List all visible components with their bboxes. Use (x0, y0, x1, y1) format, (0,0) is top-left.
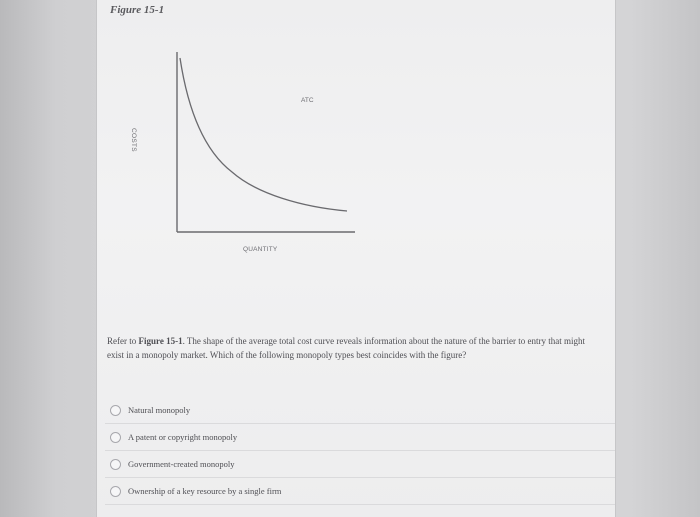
question-text (107, 334, 593, 362)
option-label: A patent or copyright monopoly (128, 432, 238, 442)
radio-button[interactable] (110, 486, 121, 497)
option-label: Government-created monopoly (128, 459, 235, 469)
atc-chart (127, 44, 367, 264)
radio-button[interactable] (110, 459, 121, 470)
option-government-created[interactable] (105, 451, 615, 478)
question-body: . The shape of the average total cost curve reveals information about the nature of the barrier to entry that might exist in a monopoly market. Which of the following monopoly types best coincides with the figure? (107, 336, 586, 360)
answer-options (105, 397, 615, 505)
question-prefix: Refer to (107, 336, 139, 346)
atc-curve (180, 58, 347, 211)
radio-button[interactable] (110, 432, 121, 443)
x-axis-label: QUANTITY (243, 246, 278, 253)
radio-button[interactable] (110, 405, 121, 416)
option-label: Natural monopoly (128, 405, 191, 415)
option-patent-copyright[interactable] (105, 424, 615, 451)
question-page (96, 0, 616, 517)
y-axis-label: COSTS (130, 128, 137, 152)
option-key-resource[interactable] (105, 478, 615, 505)
question-figure-ref: Figure 15-1 (138, 336, 183, 346)
figure-title: Figure 15-1 (110, 4, 165, 16)
atc-curve-label: ATC (301, 97, 314, 104)
chart-svg (127, 44, 367, 264)
option-label: Ownership of a key resource by a single firm (128, 486, 282, 496)
option-natural-monopoly[interactable] (105, 397, 615, 424)
